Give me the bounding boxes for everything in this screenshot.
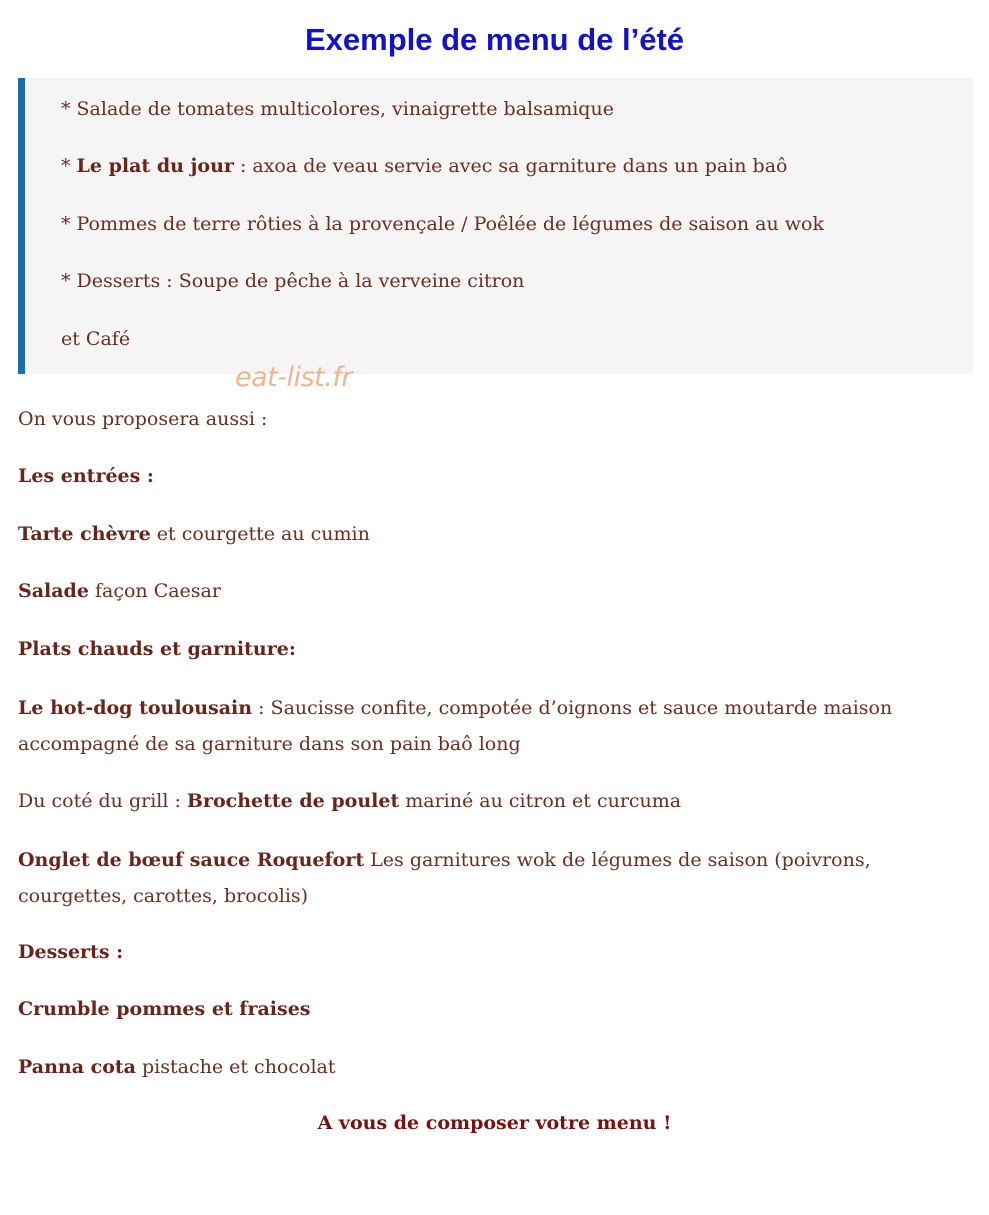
menu-item-salad: * Salade de tomates multicolores, vinaigrette balsamique [61,98,614,120]
dessert-item-panna-cota [18,1056,336,1078]
dish-description: : Saucisse confite, compotée d’oignons et sauce moutarde maison accompagné de sa garniture dans son pain baô long [18,697,893,755]
dish-name: Onglet de bœuf sauce Roquefort [18,849,365,871]
intro-text: On vous proposera aussi : [18,408,268,430]
menu-item-dessert: * Desserts : Soupe de pêche à la verveine citron [61,270,525,292]
dish-prefix: Du coté du grill : [18,790,187,812]
dish-description: pistache et chocolat [135,1056,336,1078]
desserts-heading [18,941,123,963]
dish-description: et courgette au cumin [150,523,370,545]
watermark: eat-list.fr [235,362,352,393]
menu-item-sides: * Pommes de terre rôties à la provençale / Poêlée de légumes de saison au wok [61,213,824,235]
menu-item-coffee: et Café [61,328,131,350]
closing-text: A vous de composer votre menu ! [317,1112,672,1134]
plat-item-hot-dog [18,690,973,762]
section-heading: Les entrées : [18,465,154,487]
page-title: Exemple de menu de l’été [304,22,685,57]
section-heading: Desserts : [18,941,124,963]
plat-item-brochette [18,790,681,812]
dish-name: Brochette de poulet [186,790,400,812]
dish-description: Les garnitures wok de légumes de saison (poivrons, courgettes, carottes, brocolis) [18,849,871,907]
menu-of-the-day-box [18,78,973,374]
section-heading: Plats chauds et garniture: [18,638,296,660]
entree-item-salade [18,580,221,602]
plat-item-onglet [18,842,973,914]
dish-name: Le hot-dog toulousain [18,697,253,719]
dish-description: mariné au citron et curcuma [399,790,682,812]
dessert-item-crumble [18,998,311,1020]
menu-item-prefix: * [61,155,77,177]
menu-item-plat-du-jour [61,155,787,177]
dish-name: Crumble pommes et fraises [18,998,311,1020]
dish-name: Tarte chèvre [18,523,151,545]
entree-item-tarte [18,523,370,545]
dish-name: Salade [18,580,89,602]
menu-item-text: : axoa de veau servie avec sa garniture dans un pain baô [233,155,788,177]
dish-name: Panna cota [18,1056,136,1078]
entrees-heading [18,465,154,487]
dish-description: façon Caesar [88,580,221,602]
menu-item-bold: Le plat du jour [76,155,234,177]
plats-heading [18,638,296,660]
